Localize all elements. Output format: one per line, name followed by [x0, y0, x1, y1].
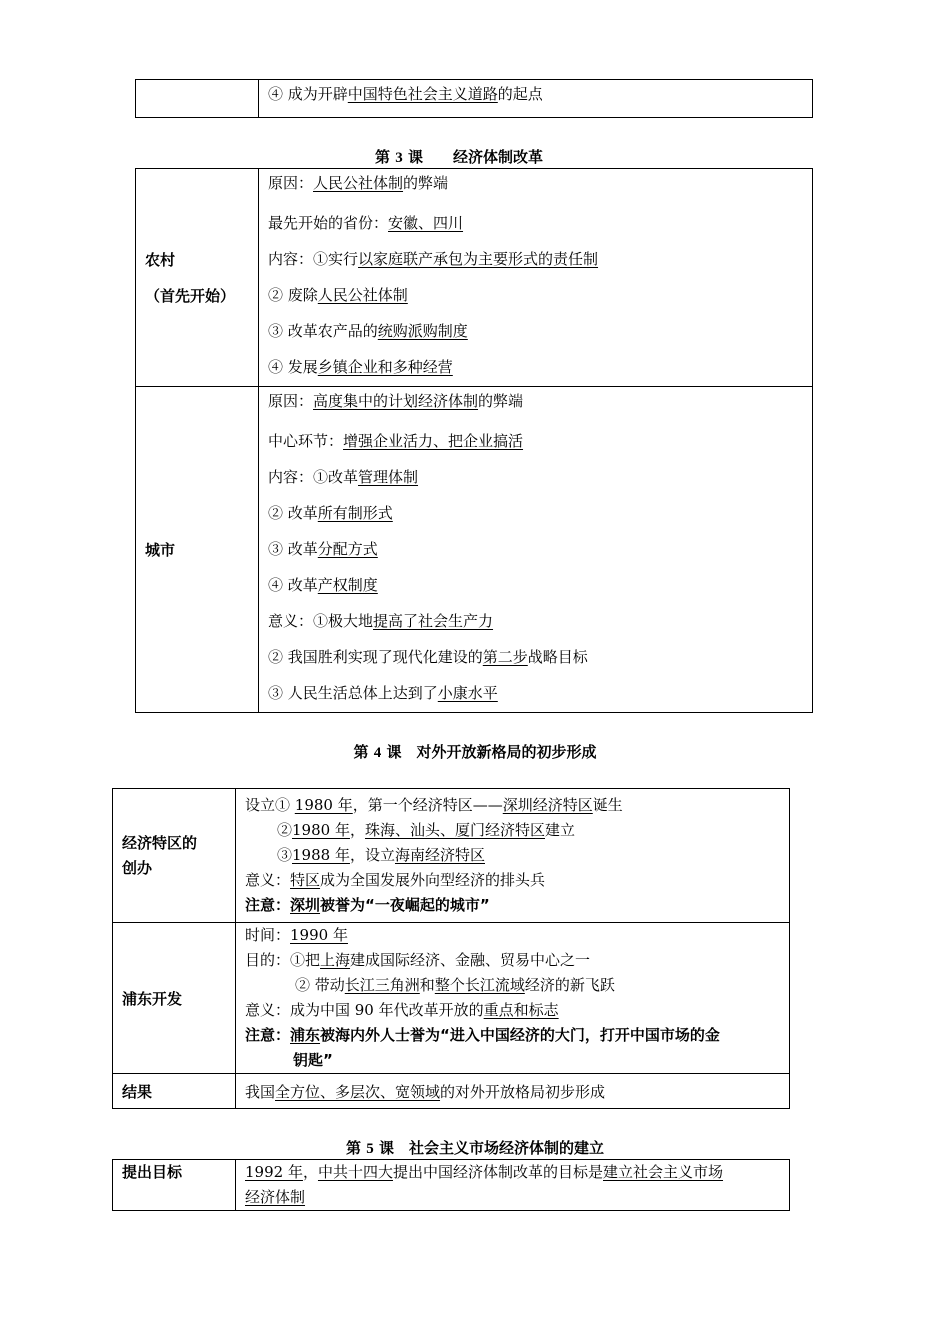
goal-content-cell [236, 1160, 790, 1211]
text-fragment: ，设立 [349, 846, 395, 864]
key-term: 深圳 [290, 896, 321, 914]
key-term: 1980 年 [294, 796, 353, 814]
text-fragment: ， [302, 1163, 318, 1181]
text-fragment: 成为全国发展外向型经济的排头兵 [320, 871, 546, 889]
key-term: 中共十四大 [317, 1163, 393, 1181]
key-term: 长江三角洲 [344, 976, 420, 994]
lesson-3-table [135, 168, 813, 713]
text-fragment: 5 [366, 1141, 374, 1157]
rural-content-cell [259, 169, 813, 387]
text-fragment: ， [349, 821, 365, 839]
lesson-4-title [0, 741, 950, 762]
key-term: 1980 年 [292, 821, 350, 839]
text-fragment: 的对外开放格局初步形成 [440, 1082, 606, 1101]
text-fragment: 提出中国经济体制改革的目标是 [392, 1163, 603, 1181]
text-fragment: 意义：①极大地 [268, 612, 374, 630]
lesson-5-table [112, 1159, 790, 1211]
key-term: 深圳经济特区 [502, 796, 593, 814]
key-term: 中国特色社会主义道路 [347, 85, 498, 103]
text-fragment: ③ 改革 [268, 540, 318, 558]
sez-label-cell [113, 789, 236, 923]
key-term: 1990 年 [290, 926, 348, 944]
text-fragment: 最先开始的省份： [268, 214, 389, 232]
key-term: 浦东 [290, 1026, 321, 1044]
text-fragment: ② 带动 [295, 976, 345, 994]
text-fragment: （首先开始） [145, 286, 236, 305]
key-term: 分配方式 [317, 540, 378, 558]
text-fragment: 战略目标 [527, 648, 588, 666]
text-fragment: 第 [353, 743, 369, 761]
text-fragment: 注意： [245, 896, 291, 914]
text-fragment: 设立① [245, 796, 295, 814]
text-fragment: ② 改革 [268, 504, 318, 522]
text-fragment: 被海内外人士誉为“进入中国经济的大门，打开中国市场的金 [320, 1026, 720, 1044]
city-label-cell: 城市 [136, 387, 259, 713]
key-term: 统购派购制度 [377, 322, 468, 340]
key-term: 珠海、汕头、厦门经济特区 [364, 821, 545, 839]
key-term: 重点和标志 [483, 1001, 559, 1019]
text-fragment: 意义： [245, 871, 291, 889]
key-term: 海南经济特区 [394, 846, 485, 864]
rural-label-cell [136, 169, 259, 387]
text-fragment: 经济特区的 [122, 833, 198, 852]
key-term: 经济体制 [245, 1188, 306, 1206]
text-fragment: 中心环节： [268, 432, 344, 450]
text-fragment: 3 [395, 150, 403, 166]
result-content-cell [236, 1074, 790, 1109]
text-fragment: 的弊端 [478, 392, 524, 410]
text-fragment: ④ 成为开辟 [268, 85, 348, 103]
text-fragment: 内容：①实行 [268, 250, 359, 268]
goal-label-cell: 提出目标 [113, 1160, 236, 1211]
text-fragment: 第 [375, 148, 391, 166]
city-content-cell [259, 387, 813, 713]
key-term: 乡镇企业和多种经营 [317, 358, 453, 376]
key-term: 产权制度 [317, 576, 378, 594]
text-fragment: ② [277, 821, 293, 839]
text-fragment: 的起点 [497, 85, 543, 103]
text-fragment: 目的：①把 [245, 951, 321, 969]
text-fragment: 注意： [245, 1026, 291, 1044]
key-term: 高度集中的计划经济体制 [313, 392, 479, 410]
top-table-content-cell [259, 80, 813, 118]
text-fragment: 课 经济体制改革 [407, 148, 543, 166]
key-term: 所有制形式 [317, 504, 393, 522]
text-fragment: 建立 [545, 821, 576, 839]
text-fragment: ② 我国胜利实现了现代化建设的 [268, 648, 483, 666]
lesson-5-title [0, 1137, 950, 1158]
key-term: 上海 [320, 951, 351, 969]
key-term: 全方位、多层次、宽领域 [275, 1082, 441, 1101]
text-fragment: 时间： [245, 926, 291, 944]
lesson-3-title [0, 146, 934, 167]
top-table [135, 79, 813, 118]
text-fragment: 和 [419, 976, 435, 994]
top-table-label-cell [136, 80, 259, 118]
text-fragment: ③ 人民生活总体上达到了 [268, 684, 438, 702]
key-term: 人民公社体制 [317, 286, 408, 304]
lesson-4-table [112, 788, 790, 1109]
text-fragment: 诞生 [592, 796, 623, 814]
text-fragment: ③ [277, 846, 293, 864]
text-fragment: 内容：①改革 [268, 468, 359, 486]
text-fragment: 经济的新飞跃 [524, 976, 615, 994]
text-fragment: 我国 [245, 1082, 276, 1101]
text-fragment: 意义：成为中国 90 年代改革开放的 [245, 1001, 484, 1019]
key-term: 提高了社会生产力 [373, 612, 494, 630]
key-term: 安徽、四川 [388, 214, 464, 232]
text-fragment: 农村 [145, 250, 176, 269]
key-term: 以家庭联产承包为主要形式的责任制 [358, 250, 599, 268]
text-fragment: 课 社会主义市场经济体制的建立 [378, 1139, 604, 1157]
key-term: 1988 年 [292, 846, 350, 864]
key-term: 小康水平 [437, 684, 498, 702]
text-fragment: 课 对外开放新格局的初步形成 [386, 743, 597, 761]
sez-content-cell [236, 789, 790, 923]
text-fragment: 建成国际经济、金融、贸易中心之一 [350, 951, 591, 969]
pudong-content-cell [236, 923, 790, 1074]
text-fragment: 原因： [268, 392, 314, 410]
text-fragment: ② 废除 [268, 286, 318, 304]
text-fragment: 创办 [122, 858, 153, 877]
text-fragment: 第 [346, 1139, 362, 1157]
key-term: 人民公社体制 [313, 174, 404, 192]
text-fragment: ，第一个经济特区—— [352, 796, 503, 814]
text-fragment: ③ 改革农产品的 [268, 322, 378, 340]
key-term: 整个长江流域 [434, 976, 525, 994]
text-fragment: ④ 改革 [268, 576, 318, 594]
result-label-cell: 结果 [113, 1074, 236, 1109]
text-fragment: 原因： [268, 174, 314, 192]
text-fragment: ④ 发展 [268, 358, 318, 376]
text-fragment: 4 [373, 745, 382, 761]
key-term: 第二步 [482, 648, 528, 666]
key-term: 特区 [290, 871, 321, 889]
text-fragment: 被誉为“一夜崛起的城市” [320, 896, 490, 914]
key-term: 增强企业活力、把企业搞活 [343, 432, 524, 450]
key-term: 管理体制 [358, 468, 419, 486]
pudong-label-cell: 浦东开发 [113, 923, 236, 1074]
key-term: 建立社会主义市场 [603, 1163, 724, 1181]
text-fragment: 钥匙” [293, 1051, 333, 1069]
key-term: 1992 年 [245, 1163, 303, 1181]
text-fragment: 的弊端 [403, 174, 449, 192]
